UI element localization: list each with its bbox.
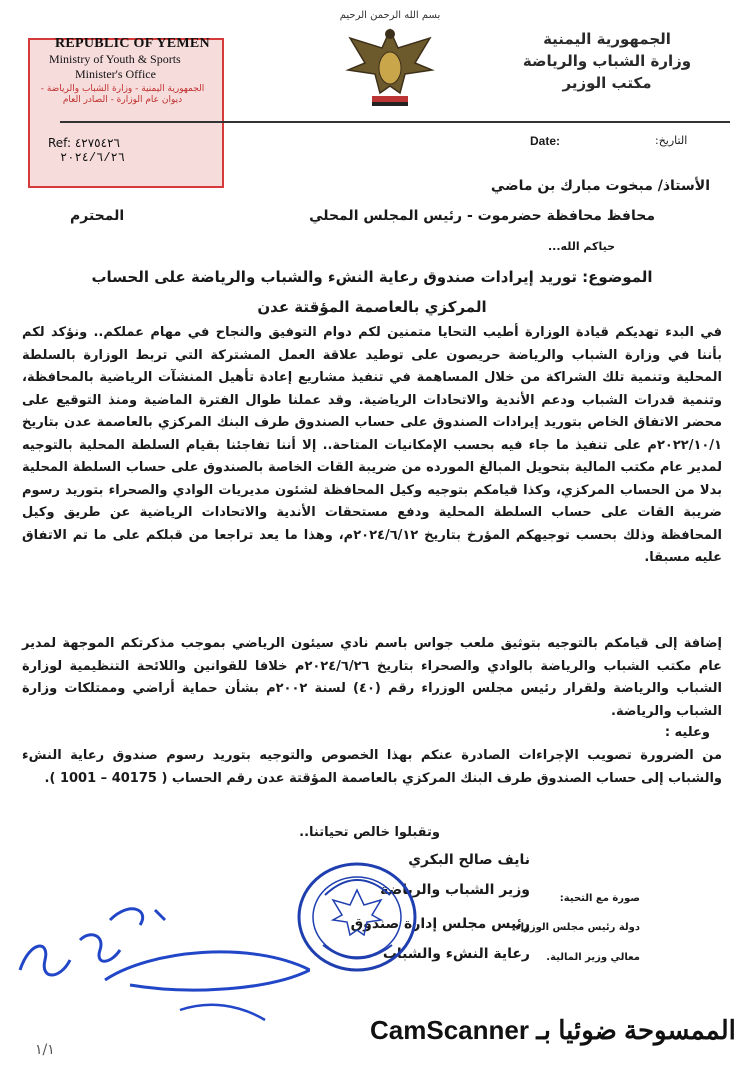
ministry-name-ar: وزارة الشباب والرياضة: [522, 52, 692, 70]
date-label-en: Date:: [530, 134, 561, 148]
office-name-ar: مكتب الوزير: [562, 74, 652, 92]
honorific: المحترم: [70, 208, 125, 224]
office-name-en: Minister's Office: [75, 67, 156, 81]
body-conclusion-label: وعليه :: [664, 725, 710, 740]
ministry-header-arabic: [492, 28, 722, 94]
scanner-watermark: CamScanner الممسوحة ضوئيا بـ: [370, 1015, 736, 1045]
country-name-en: REPUBLIC OF YEMEN: [55, 36, 210, 51]
signatory-name: نايف صالح البكري: [408, 852, 530, 868]
header-divider: [60, 121, 730, 123]
closing-line: وتقبلوا خالص تحياتنا..: [299, 825, 440, 840]
signatory-title-2: رئيس مجلس إدارة صندوق: [350, 916, 530, 932]
body-paragraph-2: إضافة إلى قيامكم بالتوجيه بتوثيق ملعب جواس باسم نادي سيئون الرياضي بموجب مذكرتكم الموجهة لمدير عام مكتب الشباب والرياضة بالوادي والصحراء بتاريخ ٢٠٢٤/٦/٢٦م خلافا للقوانين واللائحة التنظيمية لوزارة الشباب والرياضة ولقرار رئيس مجلس الوزراء رقم (٤٠) لسنة ٢٠٠٢م بشأن حماية أراضي وممتلكات وزارة الشباب والرياضة.: [22, 636, 723, 719]
subject-line-2: المركزي بالعاصمة المؤقتة عدن: [257, 298, 487, 316]
body-paragraph-1: في البدء تهديكم قيادة الوزارة أطيب التحايا متمنين لكم دوام التوفيق والنجاح في مهام عملكم.. ونؤكد لكم بأننا في وزارة الشباب والرياضة حريصون على توطيد علاقة العمل المشتركة التي تربط الوزارة بالسلطة المحلية وتنمية تلك الشراكة من خلال المساهمة في تنفيذ مشاريع إعادة تأهيل المنشآت الرياضية بالمحافظة، وتنمية قدرات الشباب ودعم الأندية والاتحادات الرياضية. وقد عملنا طوال الفترة الماضية ومنذ التوقيع على محضر الاتفاق الخاص بتوريد إيرادات الصندوق على حساب الصندوق طرف البنك المركزي بالعاصمة عدن بتاريخ ٢٠٢٢/١٠/١م على تنفيذ ما جاء فيه بحسب الإمكانيات المتاحة.. إلا أننا تفاجئنا بقيام السلطة المحلية بالتوجيه لمدير عام مكتب المالية بتحويل المبالغ المورده من ضريبة القات الخاصة بالصندوق على حساب السلطة المحلية بدلا من الحساب المركزي، وكذا قيامكم بتوجيه وكيل المحافظة لشئون مديريات الوادي والصحراء بتوريد رسوم ضريبة القات على حساب السلطة المحلية ودفع مستحقات الأندية والاتحادات الرياضية عن طريق وكيل المحافظة وذلك بحسب توجيهكم المؤرخ بتاريخ ٢٠٢٤/٦/١٢م، وهذا ما يعد تراجعا من قبلكم على ما تم الاتفاق عليه مسبقا.: [22, 325, 722, 565]
date-label-ar: التاريخ:: [655, 134, 688, 147]
stamp-text: الجمهورية اليمنية - وزارة الشباب والرياضة - ديوان عام الوزارة - الصادر العام: [40, 84, 205, 105]
page-number: ١/١: [35, 1042, 55, 1058]
cc-heading: صورة مع التحية:: [559, 893, 640, 904]
addressee-name: الأستاذ/ مبخوت مبارك بن ماضي: [490, 178, 710, 194]
handwritten-signature-icon: [10, 880, 310, 1030]
ministry-header-english: [49, 36, 235, 82]
cc-finance-minister: معالي وزير المالية.: [546, 952, 640, 963]
subject-line-1: الموضوع: توريد إيرادات صندوق رعاية النشء والشباب والرياضة على الحساب: [91, 268, 653, 286]
basmala-caption: بسم الله الرحمن الرحيم: [339, 10, 441, 21]
signatory-title-1: وزير الشباب والرياضة: [380, 882, 530, 898]
cc-prime-minister: دولة رئيس مجلس الوزراء.: [511, 922, 640, 933]
ministry-name-en: Ministry of Youth & Sports: [49, 52, 181, 66]
addressee-title: محافظ محافظة حضرموت - رئيس المجلس المحلي: [309, 208, 655, 224]
body-paragraph-3: من الضرورة تصويب الإجراءات الصادرة عنكم بهذا الخصوص والتوجيه بتوريد رسوم صندوق رعاية النشء والشباب إلى حساب الصندوق طرف البنك المركزي بالعاصمة المؤقتة عدن رقم الحساب ( 40175 – 1001 ).: [22, 748, 722, 786]
country-name-ar: الجمهورية اليمنية: [543, 30, 671, 48]
ministry-seal-icon: [295, 860, 420, 975]
reference-date: ٢٠٢٤/٦/٢٦: [60, 151, 125, 165]
greeting: حياكم الله...: [548, 240, 615, 253]
reference-number: Ref: ٤٢٧٥٤٢٦: [48, 136, 120, 150]
yemen-emblem-icon: [330, 8, 450, 118]
signatory-title-3: رعاية النشء والشباب: [382, 946, 530, 962]
